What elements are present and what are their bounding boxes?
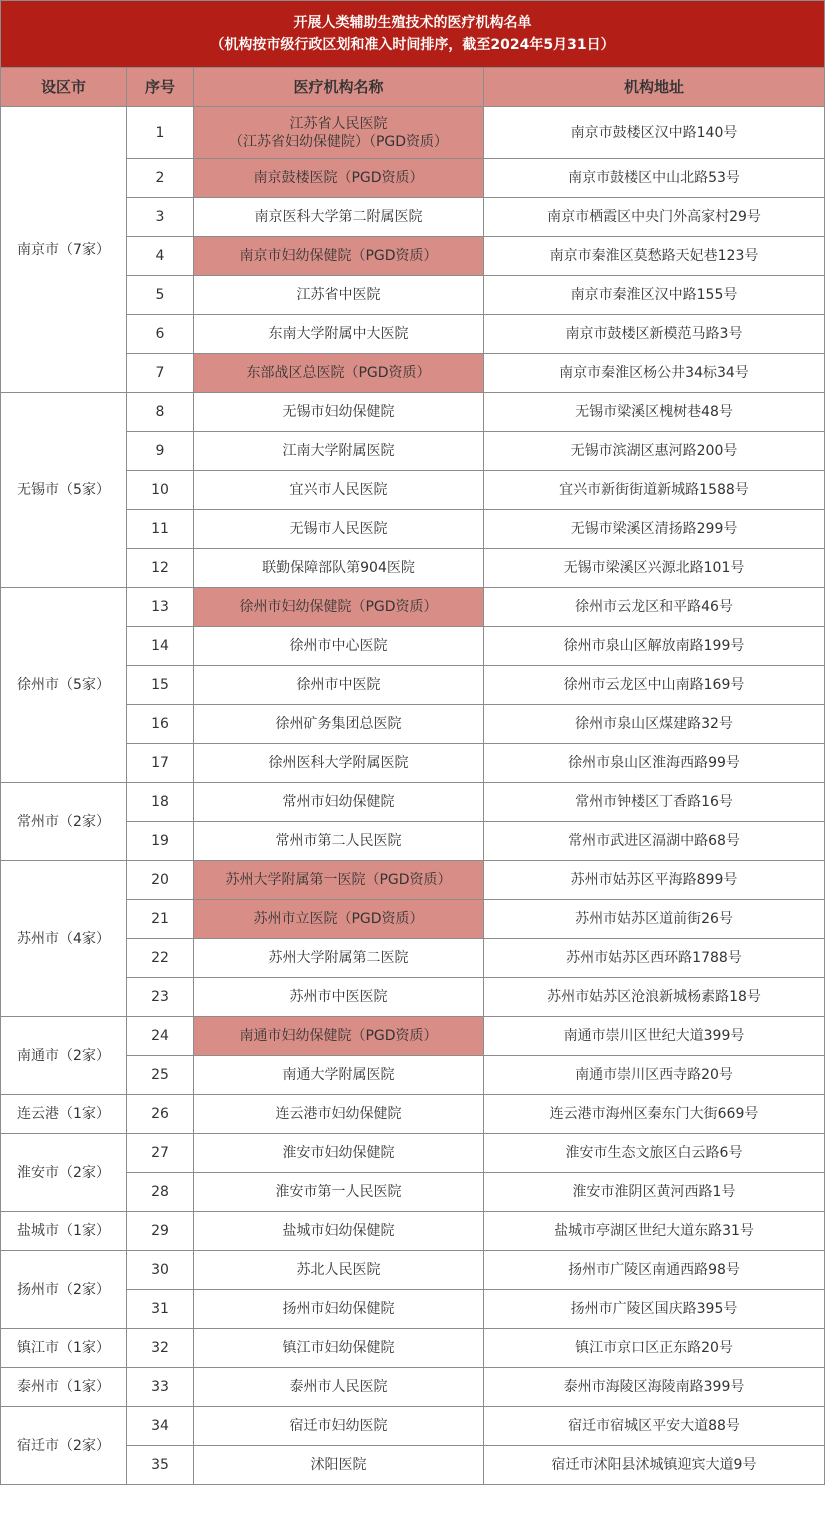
row-number: 4 [127, 237, 194, 276]
institution-name: 南京医科大学第二附属医院 [194, 198, 484, 237]
city-cell: 徐州市（5家） [1, 588, 127, 783]
row-number: 16 [127, 705, 194, 744]
city-cell: 盐城市（1家） [1, 1212, 127, 1251]
row-number: 29 [127, 1212, 194, 1251]
institution-address: 镇江市京口区正东路20号 [484, 1329, 825, 1368]
institution-name: 南京市妇幼保健院（PGD资质） [194, 237, 484, 276]
table-row [1, 783, 825, 822]
institution-address: 宿迁市沭阳县沭城镇迎宾大道9号 [484, 1446, 825, 1485]
city-cell: 连云港（1家） [1, 1095, 127, 1134]
institution-address: 盐城市亭湖区世纪大道东路31号 [484, 1212, 825, 1251]
institution-address: 连云港市海州区秦东门大街669号 [484, 1095, 825, 1134]
institution-name: 徐州市妇幼保健院（PGD资质） [194, 588, 484, 627]
institution-address: 宜兴市新街街道新城路1588号 [484, 471, 825, 510]
row-number: 28 [127, 1173, 194, 1212]
institution-address: 徐州市云龙区中山南路169号 [484, 666, 825, 705]
institution-address: 徐州市泉山区淮海西路99号 [484, 744, 825, 783]
institution-address: 扬州市广陵区国庆路395号 [484, 1290, 825, 1329]
institution-name: 无锡市妇幼保健院 [194, 393, 484, 432]
row-number: 25 [127, 1056, 194, 1095]
institution-address: 南京市秦淮区汉中路155号 [484, 276, 825, 315]
row-number: 8 [127, 393, 194, 432]
city-cell: 南通市（2家） [1, 1017, 127, 1095]
institution-address: 无锡市梁溪区清扬路299号 [484, 510, 825, 549]
row-number: 3 [127, 198, 194, 237]
institution-name: 苏北人民医院 [194, 1251, 484, 1290]
institution-name: 常州市第二人民医院 [194, 822, 484, 861]
row-number: 15 [127, 666, 194, 705]
institution-name: 南京鼓楼医院（PGD资质） [194, 159, 484, 198]
institution-address: 苏州市姑苏区平海路899号 [484, 861, 825, 900]
institution-address: 无锡市梁溪区兴源北路101号 [484, 549, 825, 588]
institution-address: 苏州市姑苏区道前街26号 [484, 900, 825, 939]
institution-address: 徐州市泉山区解放南路199号 [484, 627, 825, 666]
institution-name: 江南大学附属医院 [194, 432, 484, 471]
institution-address: 淮安市淮阴区黄河西路1号 [484, 1173, 825, 1212]
row-number: 17 [127, 744, 194, 783]
institution-address: 泰州市海陵区海陵南路399号 [484, 1368, 825, 1407]
row-number: 30 [127, 1251, 194, 1290]
institution-name: 江苏省中医院 [194, 276, 484, 315]
institution-address: 南京市鼓楼区汉中路140号 [484, 107, 825, 159]
institution-name: 徐州市中心医院 [194, 627, 484, 666]
institution-address: 扬州市广陵区南通西路98号 [484, 1251, 825, 1290]
city-cell: 无锡市（5家） [1, 393, 127, 588]
institution-address: 南通市崇川区西寺路20号 [484, 1056, 825, 1095]
row-number: 31 [127, 1290, 194, 1329]
institution-address: 无锡市滨湖区惠河路200号 [484, 432, 825, 471]
row-number: 5 [127, 276, 194, 315]
row-number: 2 [127, 159, 194, 198]
institution-address: 南通市崇川区世纪大道399号 [484, 1017, 825, 1056]
institution-name: 江苏省人民医院 （江苏省妇幼保健院）（PGD资质） [194, 107, 484, 159]
institution-name: 无锡市人民医院 [194, 510, 484, 549]
institution-address: 淮安市生态文旅区白云路6号 [484, 1134, 825, 1173]
row-number: 24 [127, 1017, 194, 1056]
institution-address: 常州市武进区滆湖中路68号 [484, 822, 825, 861]
institution-address: 无锡市梁溪区槐树巷48号 [484, 393, 825, 432]
city-cell: 常州市（2家） [1, 783, 127, 861]
institution-name: 南通市妇幼保健院（PGD资质） [194, 1017, 484, 1056]
institution-address: 徐州市云龙区和平路46号 [484, 588, 825, 627]
institution-address: 宿迁市宿城区平安大道88号 [484, 1407, 825, 1446]
institution-name: 宜兴市人民医院 [194, 471, 484, 510]
row-number: 23 [127, 978, 194, 1017]
row-number: 6 [127, 315, 194, 354]
institution-name: 苏州大学附属第一医院（PGD资质） [194, 861, 484, 900]
institution-address: 南京市鼓楼区中山北路53号 [484, 159, 825, 198]
row-number: 14 [127, 627, 194, 666]
row-number: 18 [127, 783, 194, 822]
institution-name: 南通大学附属医院 [194, 1056, 484, 1095]
table-row [1, 1407, 825, 1446]
row-number: 20 [127, 861, 194, 900]
row-number: 32 [127, 1329, 194, 1368]
institution-name: 沭阳医院 [194, 1446, 484, 1485]
title-line-2: （机构按市级行政区划和准入时间排序，截至2024年5月31日） [210, 37, 615, 53]
institution-name: 连云港市妇幼保健院 [194, 1095, 484, 1134]
header-city: 设区市 [1, 68, 127, 107]
row-number: 1 [127, 107, 194, 159]
table-row [1, 1329, 825, 1368]
header-number: 序号 [127, 68, 194, 107]
institution-address: 苏州市姑苏区西环路1788号 [484, 939, 825, 978]
table-row [1, 1368, 825, 1407]
row-number: 9 [127, 432, 194, 471]
institution-name: 淮安市妇幼保健院 [194, 1134, 484, 1173]
row-number: 11 [127, 510, 194, 549]
institution-name: 淮安市第一人民医院 [194, 1173, 484, 1212]
city-cell: 宿迁市（2家） [1, 1407, 127, 1485]
institution-name: 镇江市妇幼保健院 [194, 1329, 484, 1368]
row-number: 33 [127, 1368, 194, 1407]
institution-address: 南京市鼓楼区新模范马路3号 [484, 315, 825, 354]
institution-address: 南京市栖霞区中央门外高家村29号 [484, 198, 825, 237]
institution-name: 东南大学附属中大医院 [194, 315, 484, 354]
header-institution-name: 医疗机构名称 [194, 68, 484, 107]
row-number: 10 [127, 471, 194, 510]
table-row [1, 1017, 825, 1056]
row-number: 7 [127, 354, 194, 393]
institution-address: 苏州市姑苏区沧浪新城杨素路18号 [484, 978, 825, 1017]
table-row [1, 861, 825, 900]
city-cell: 苏州市（4家） [1, 861, 127, 1017]
row-number: 13 [127, 588, 194, 627]
institution-name: 扬州市妇幼保健院 [194, 1290, 484, 1329]
city-cell: 淮安市（2家） [1, 1134, 127, 1212]
institution-address: 徐州市泉山区煤建路32号 [484, 705, 825, 744]
institution-name: 苏州大学附属第二医院 [194, 939, 484, 978]
row-number: 26 [127, 1095, 194, 1134]
institution-name: 苏州市中医医院 [194, 978, 484, 1017]
institution-address: 南京市秦淮区莫愁路天妃巷123号 [484, 237, 825, 276]
table-row [1, 1212, 825, 1251]
row-number: 22 [127, 939, 194, 978]
row-number: 35 [127, 1446, 194, 1485]
city-cell: 扬州市（2家） [1, 1251, 127, 1329]
row-number: 19 [127, 822, 194, 861]
city-cell: 泰州市（1家） [1, 1368, 127, 1407]
title-line-1: 开展人类辅助生殖技术的医疗机构名单 [293, 15, 532, 31]
institution-name: 东部战区总医院（PGD资质） [194, 354, 484, 393]
table-row [1, 1251, 825, 1290]
institution-name: 徐州市中医院 [194, 666, 484, 705]
row-number: 21 [127, 900, 194, 939]
table-row [1, 588, 825, 627]
city-cell: 镇江市（1家） [1, 1329, 127, 1368]
table-body [1, 107, 825, 1485]
city-cell: 南京市（7家） [1, 107, 127, 393]
row-number: 34 [127, 1407, 194, 1446]
institution-name: 徐州医科大学附属医院 [194, 744, 484, 783]
institution-name: 徐州矿务集团总医院 [194, 705, 484, 744]
institution-address: 常州市钟楼区丁香路16号 [484, 783, 825, 822]
table-row [1, 1134, 825, 1173]
table-row [1, 107, 825, 159]
header-address: 机构地址 [484, 68, 825, 107]
institution-name: 泰州市人民医院 [194, 1368, 484, 1407]
institution-name: 苏州市立医院（PGD资质） [194, 900, 484, 939]
institution-name: 联勤保障部队第904医院 [194, 549, 484, 588]
table-title [1, 1, 825, 68]
institution-name: 盐城市妇幼保健院 [194, 1212, 484, 1251]
institution-name: 宿迁市妇幼医院 [194, 1407, 484, 1446]
row-number: 27 [127, 1134, 194, 1173]
row-number: 12 [127, 549, 194, 588]
institution-name: 常州市妇幼保健院 [194, 783, 484, 822]
institution-address: 南京市秦淮区杨公井34标34号 [484, 354, 825, 393]
table-row [1, 1095, 825, 1134]
table-row [1, 393, 825, 432]
